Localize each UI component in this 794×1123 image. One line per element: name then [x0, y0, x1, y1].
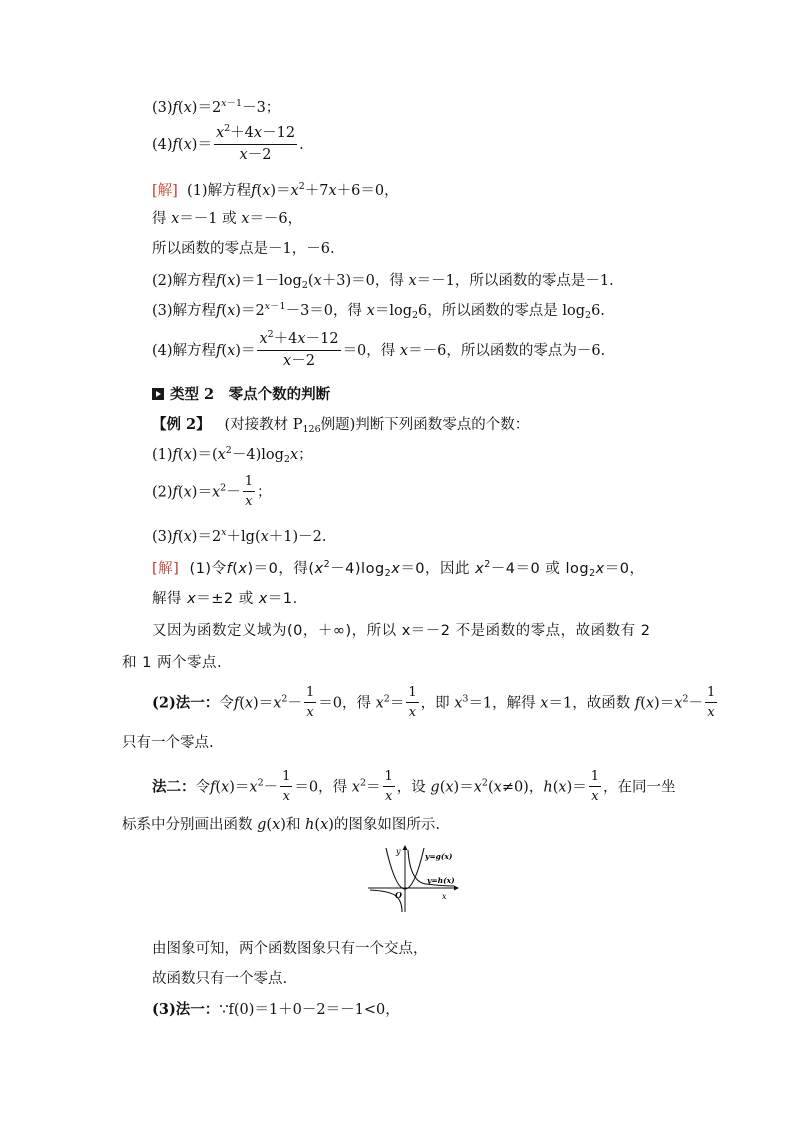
conclusion-1: 由图象可知，两个函数图象只有一个交点， — [152, 941, 428, 957]
method-1: (2)法一：令$f(x)=x^2-$ $\frac{1}{x}$ ＝0，得 $x^2=$ $\frac{1}{x}$ ，即 $x^3=1$，解得 x＝1，故函数 $f(x)=x^2-$ $\frac{1}{x}$ — [152, 685, 716, 721]
problem-4: (4)f(x)＝ $\frac{x^2+4x-12}{x-2}$ . — [152, 123, 304, 163]
solution-4: (4)解方程f(x)＝ $\frac{x^2+4x-12}{x-2}$ ＝0，得 x＝－6，所以函数的零点为－6. — [152, 329, 606, 369]
method-1-tail: 只有一个零点. — [122, 735, 214, 751]
y-axis-label: y — [396, 847, 401, 856]
function-graph — [368, 844, 468, 914]
solution-b-4: 和 1 两个零点. — [122, 655, 223, 671]
solution-1-result: 得 x＝－1 或 x＝－6， — [152, 211, 303, 227]
problem-3: $(3)f(x)=2^{x-1}-3$； — [152, 98, 281, 116]
solution-1-zeros: 所以函数的零点是－1，－6. — [152, 241, 335, 257]
g-label: y=g(x) — [425, 852, 453, 861]
solution-3: (3)解方程$f(x)=2^{x-1}-3=0$，得 $x=\log_26$，所以函数的零点是 $\log_26$. — [152, 301, 605, 321]
example-2-heading: 【例 2】 (对接教材 $P_{126}$例题)判断下列函数零点的个数： — [152, 416, 530, 435]
example-2-item-3: $(3)f(x)=2^x+\lg(x+1)-2$. — [152, 527, 327, 545]
method-2: 法二：令$f(x)=x^2-$ $\frac{1}{x}$ ＝0，得 $x^2=$ $\frac{1}{x}$ ，设 $g(x)=x^2(x\ne 0)$，h(x)＝ $\frac{1}{x}$ ，在同一坐 — [152, 769, 676, 805]
y-axis-arrow — [403, 845, 408, 850]
origin-label: O — [395, 890, 402, 900]
x-axis-arrow — [454, 886, 459, 891]
h-label: y=h(x) — [427, 876, 455, 885]
solution-tag: [解] — [152, 183, 178, 199]
method-2-tail: 标系中分别画出函数 g(x)和 h(x)的图象如图所示. — [122, 817, 441, 833]
play-triangle-icon — [152, 388, 164, 400]
solution-2: (2)解方程$f(x)=1-\log_2(x+3)=0$，得 x＝－1，所以函数的零点是－1. — [152, 273, 614, 291]
method-3: (3)法一：∵f(0)＝1＋0－2＝－1<0， — [152, 1001, 400, 1018]
solution-b-2: 解得 x＝±2 或 x＝1. — [152, 591, 298, 607]
solution-b-1: [解] (1)令f(x)＝0，得$(x^2-4)\log_2x=0$，因此 $x^2-4=0$ 或 $\log_2x=0$， — [152, 559, 645, 579]
example-2-item-1: $(1)f(x)=(x^2-4)\log_2x$； — [152, 445, 313, 465]
x-axis-label: x — [442, 892, 447, 901]
example-2-item-2: $(2)f(x)=x^2-$ $\frac{1}{x}$ ； — [152, 474, 272, 510]
solution-b-3: 又因为函数定义域为(0，＋∞)，所以 x＝－2 不是函数的零点，故函数有 2 — [152, 623, 651, 639]
conclusion-2: 故函数只有一个零点. — [152, 971, 288, 987]
section-heading: 类型 2 零点个数的判断 — [152, 388, 330, 403]
solution-1-line: [解] (1)解方程$f(x)=x^2+7x+6=0$， — [152, 181, 399, 199]
